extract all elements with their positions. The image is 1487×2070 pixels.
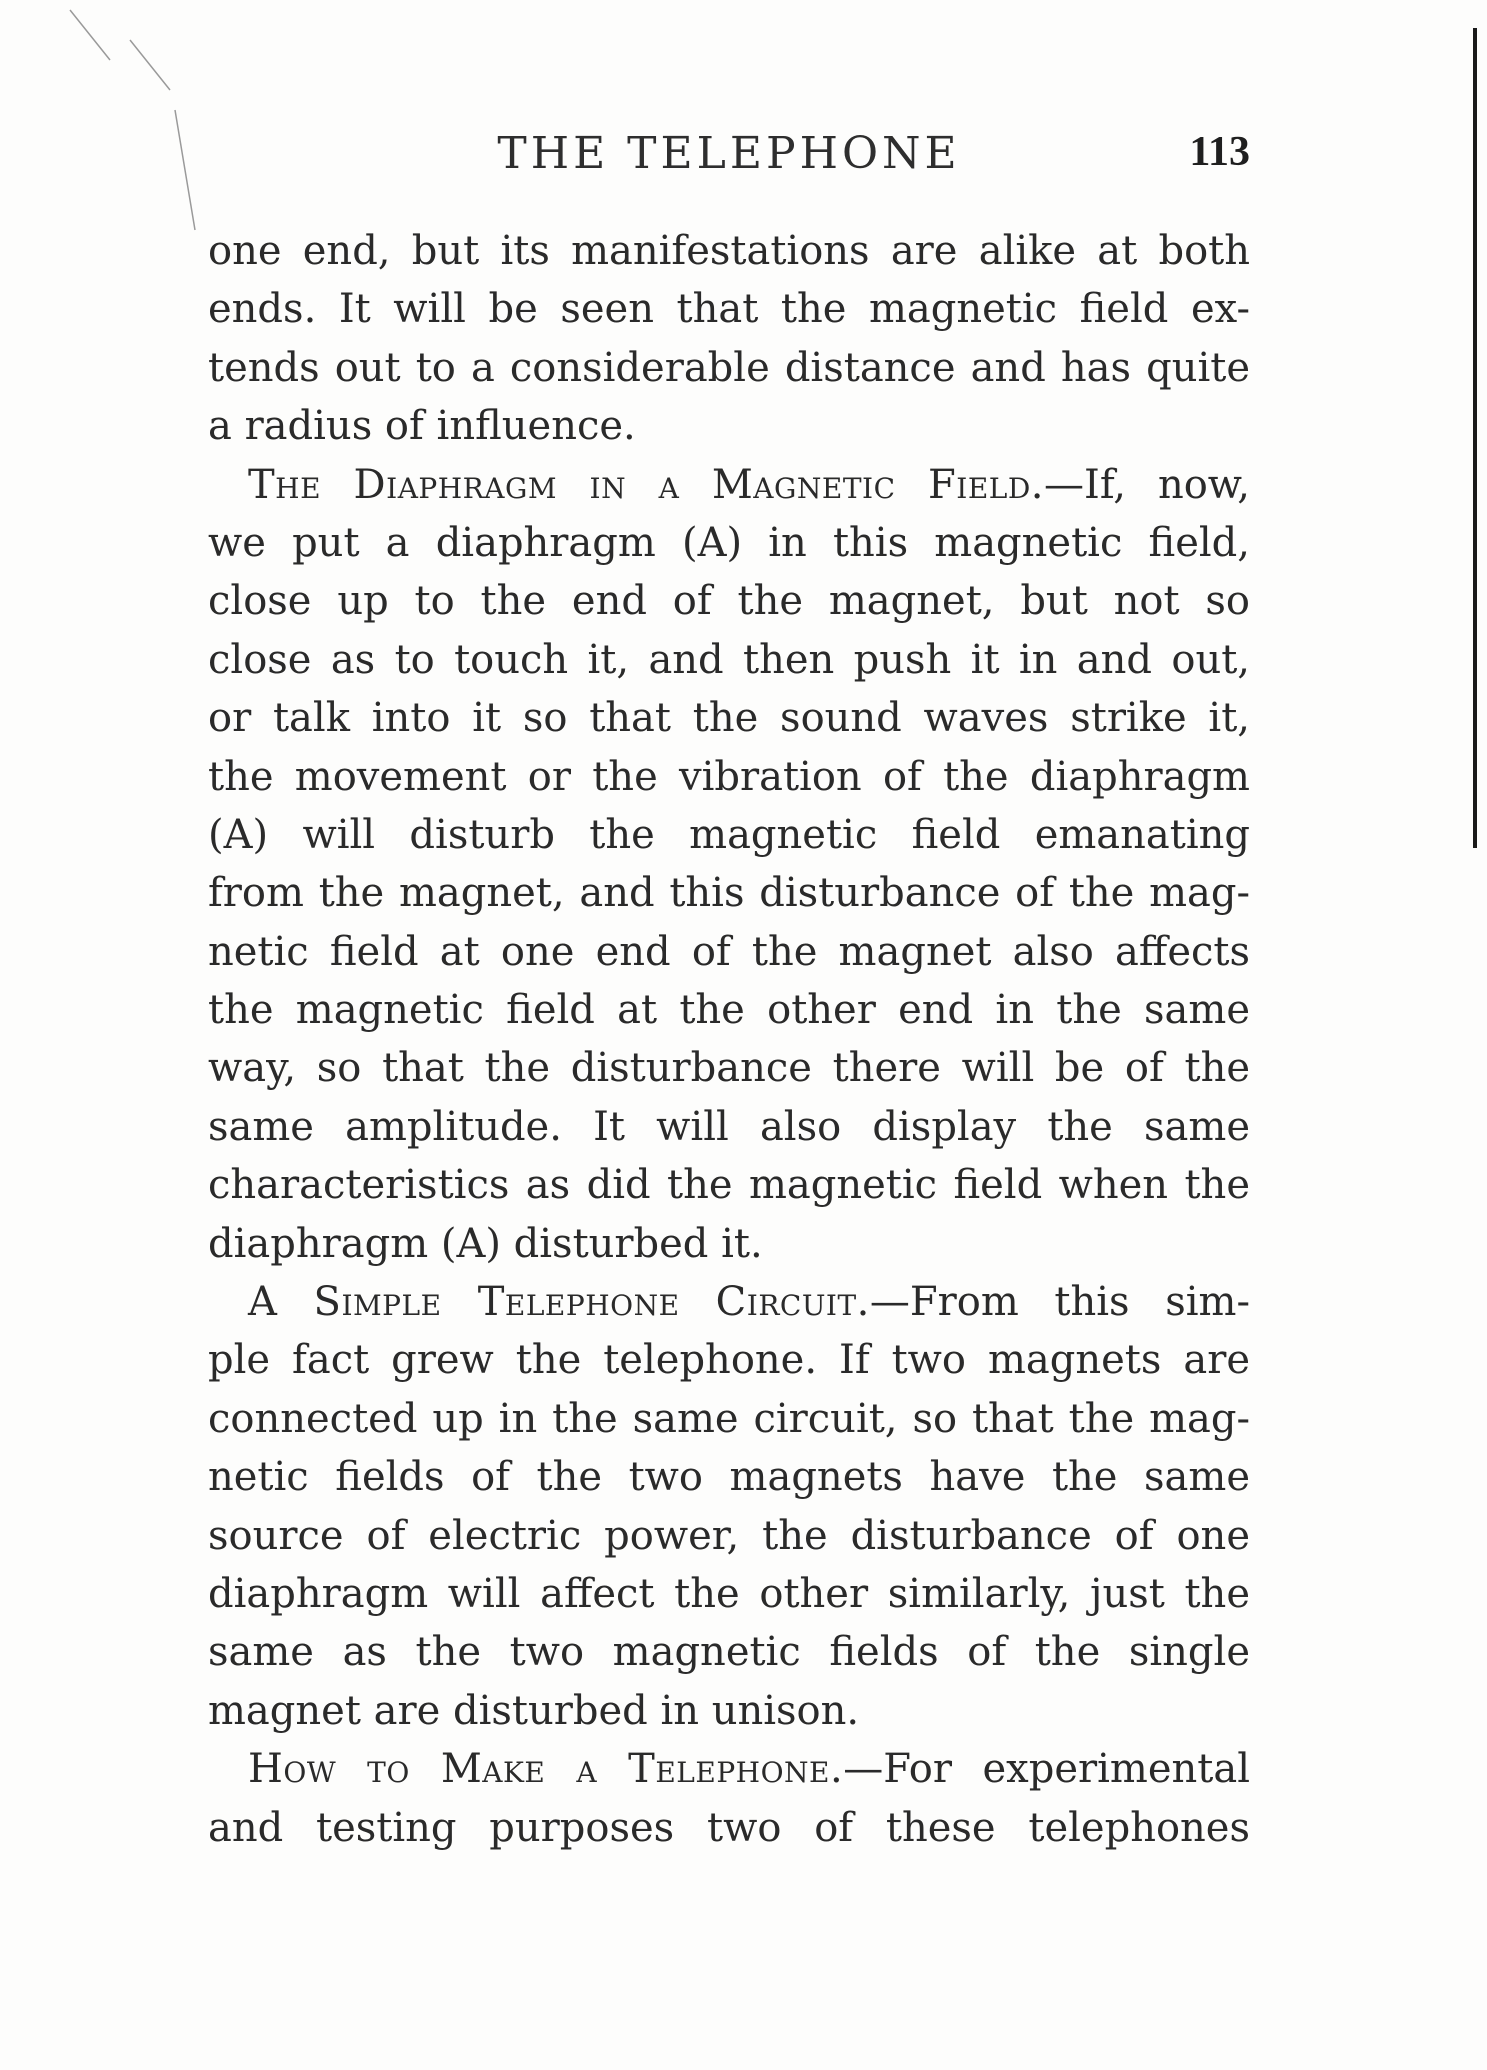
text-line: and testing purposes two of these telephones bbox=[208, 1804, 1250, 1851]
text-line: magnet are disturbed in unison. bbox=[208, 1687, 860, 1734]
paragraph-first-line bbox=[208, 1273, 1250, 1331]
lead-text: —If, now, bbox=[1044, 461, 1250, 508]
lead-text: —From this sim- bbox=[869, 1279, 1250, 1326]
text-line: the magnetic field at the other end in the same bbox=[208, 987, 1250, 1034]
paragraph-simple-circuit bbox=[208, 1273, 1250, 1740]
text-line: netic fields of the two magnets have the same bbox=[208, 1454, 1250, 1501]
text-line: source of electric power, the disturbance of one bbox=[208, 1512, 1250, 1559]
text-line: a radius of influence. bbox=[208, 403, 636, 450]
paragraph-make-telephone bbox=[208, 1740, 1250, 1857]
page-edge-shadow bbox=[1473, 28, 1477, 848]
text-line: same as the two magnetic fields of the single bbox=[208, 1629, 1250, 1676]
text-line: netic field at one end of the magnet also affects bbox=[208, 928, 1250, 975]
text-line: diaphragm (A) disturbed it. bbox=[208, 1220, 763, 1267]
paragraph-diaphragm bbox=[208, 456, 1250, 1273]
text-line: the movement or the vibration of the diaphragm bbox=[208, 753, 1250, 800]
page-header bbox=[208, 128, 1250, 188]
text-line: (A) will disturb the magnetic field emanating bbox=[208, 811, 1250, 858]
paragraph-continuation bbox=[208, 222, 1250, 456]
text-line: way, so that the disturbance there will be of the bbox=[208, 1045, 1250, 1092]
text-line: diaphragm will affect the other similarly, just the bbox=[208, 1570, 1250, 1617]
text-line: one end, but its manifestations are alike at both bbox=[208, 228, 1250, 274]
section-heading: The Diaphragm in a Magnetic Field. bbox=[248, 461, 1045, 508]
body-text bbox=[208, 222, 1250, 1857]
text-line: ends. It will be seen that the magnetic field ex- bbox=[208, 286, 1250, 333]
text-line: ple fact grew the telephone. If two magnets are bbox=[208, 1337, 1250, 1384]
text-line: from the magnet, and this disturbance of the mag- bbox=[208, 870, 1250, 917]
section-heading: How to Make a Telephone. bbox=[248, 1746, 844, 1793]
section-heading: A Simple Telephone Circuit. bbox=[248, 1279, 870, 1326]
text-line: or talk into it so that the sound waves strike it, bbox=[208, 695, 1250, 742]
text-line: close as to touch it, and then push it in and out, bbox=[208, 636, 1250, 683]
lead-text: —For experimental bbox=[843, 1746, 1250, 1793]
page-number: 113 bbox=[1189, 129, 1250, 175]
text-line: connected up in the same circuit, so that the mag- bbox=[208, 1395, 1250, 1442]
running-head: THE TELEPHONE bbox=[497, 128, 961, 179]
text-line: characteristics as did the magnetic field when the bbox=[208, 1162, 1250, 1209]
text-line: we put a diaphragm (A) in this magnetic field, bbox=[208, 519, 1250, 566]
paragraph-first-line bbox=[208, 1740, 1250, 1798]
text-line: close up to the end of the magnet, but not so bbox=[208, 578, 1250, 625]
text-line: tends out to a considerable distance and has quite bbox=[208, 344, 1250, 391]
paragraph-first-line bbox=[208, 456, 1250, 514]
text-line: same amplitude. It will also display the same bbox=[208, 1103, 1250, 1150]
